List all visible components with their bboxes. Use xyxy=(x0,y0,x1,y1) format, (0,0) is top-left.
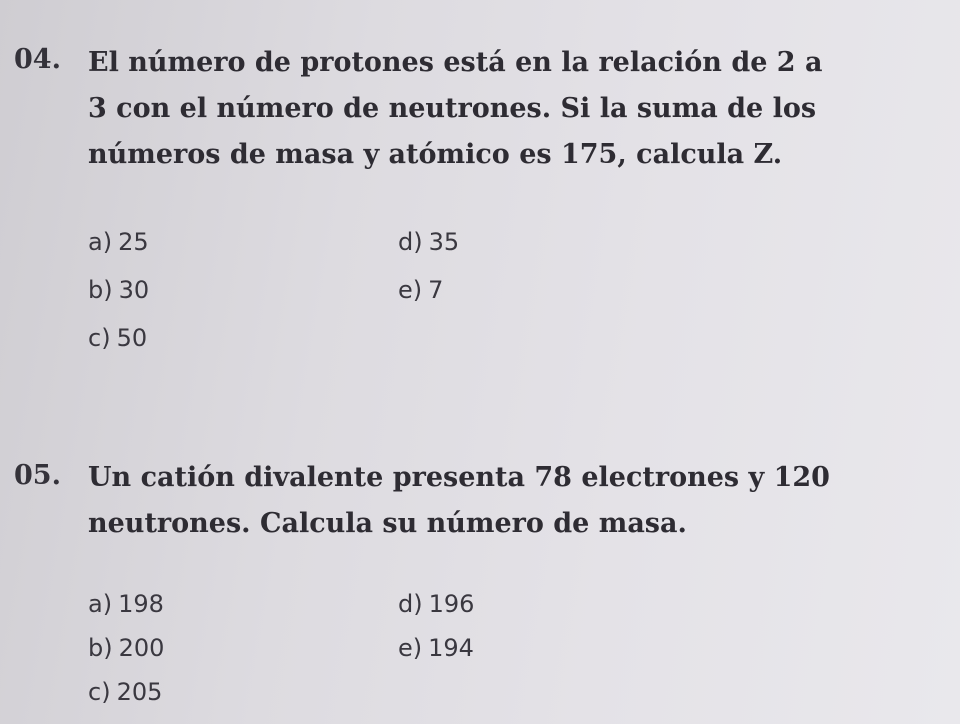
question-04-line-1: El número de protones está en la relación de 2 a xyxy=(88,47,823,78)
question-05-number: 05. xyxy=(14,460,61,491)
question-04-option-c: c) 50 xyxy=(88,324,148,352)
question-04-option-b: b) 30 xyxy=(88,276,150,304)
question-05-line-1: Un catión divalente presenta 78 electrones y 120 xyxy=(88,462,830,493)
question-05-option-b: b) 200 xyxy=(88,634,165,662)
question-05-text xyxy=(88,455,830,547)
question-04-text xyxy=(88,40,822,178)
question-05-option-a: a) 198 xyxy=(88,590,164,618)
question-04-option-e: e) 7 xyxy=(398,276,444,304)
question-05-option-e: e) 194 xyxy=(398,634,474,662)
question-05-option-c: c) 205 xyxy=(88,678,163,706)
question-05-option-d: d) 196 xyxy=(398,590,475,618)
question-04-number: 04. xyxy=(14,44,61,75)
question-04-option-a: a) 25 xyxy=(88,228,149,256)
question-04-line-3: números de masa y atómico es 175, calcula Z. xyxy=(88,139,783,170)
question-04-option-d: d) 35 xyxy=(398,228,460,256)
question-04-line-2: 3 con el número de neutrones. Si la suma de los xyxy=(88,93,817,124)
question-05-line-2: neutrones. Calcula su número de masa. xyxy=(88,508,687,539)
